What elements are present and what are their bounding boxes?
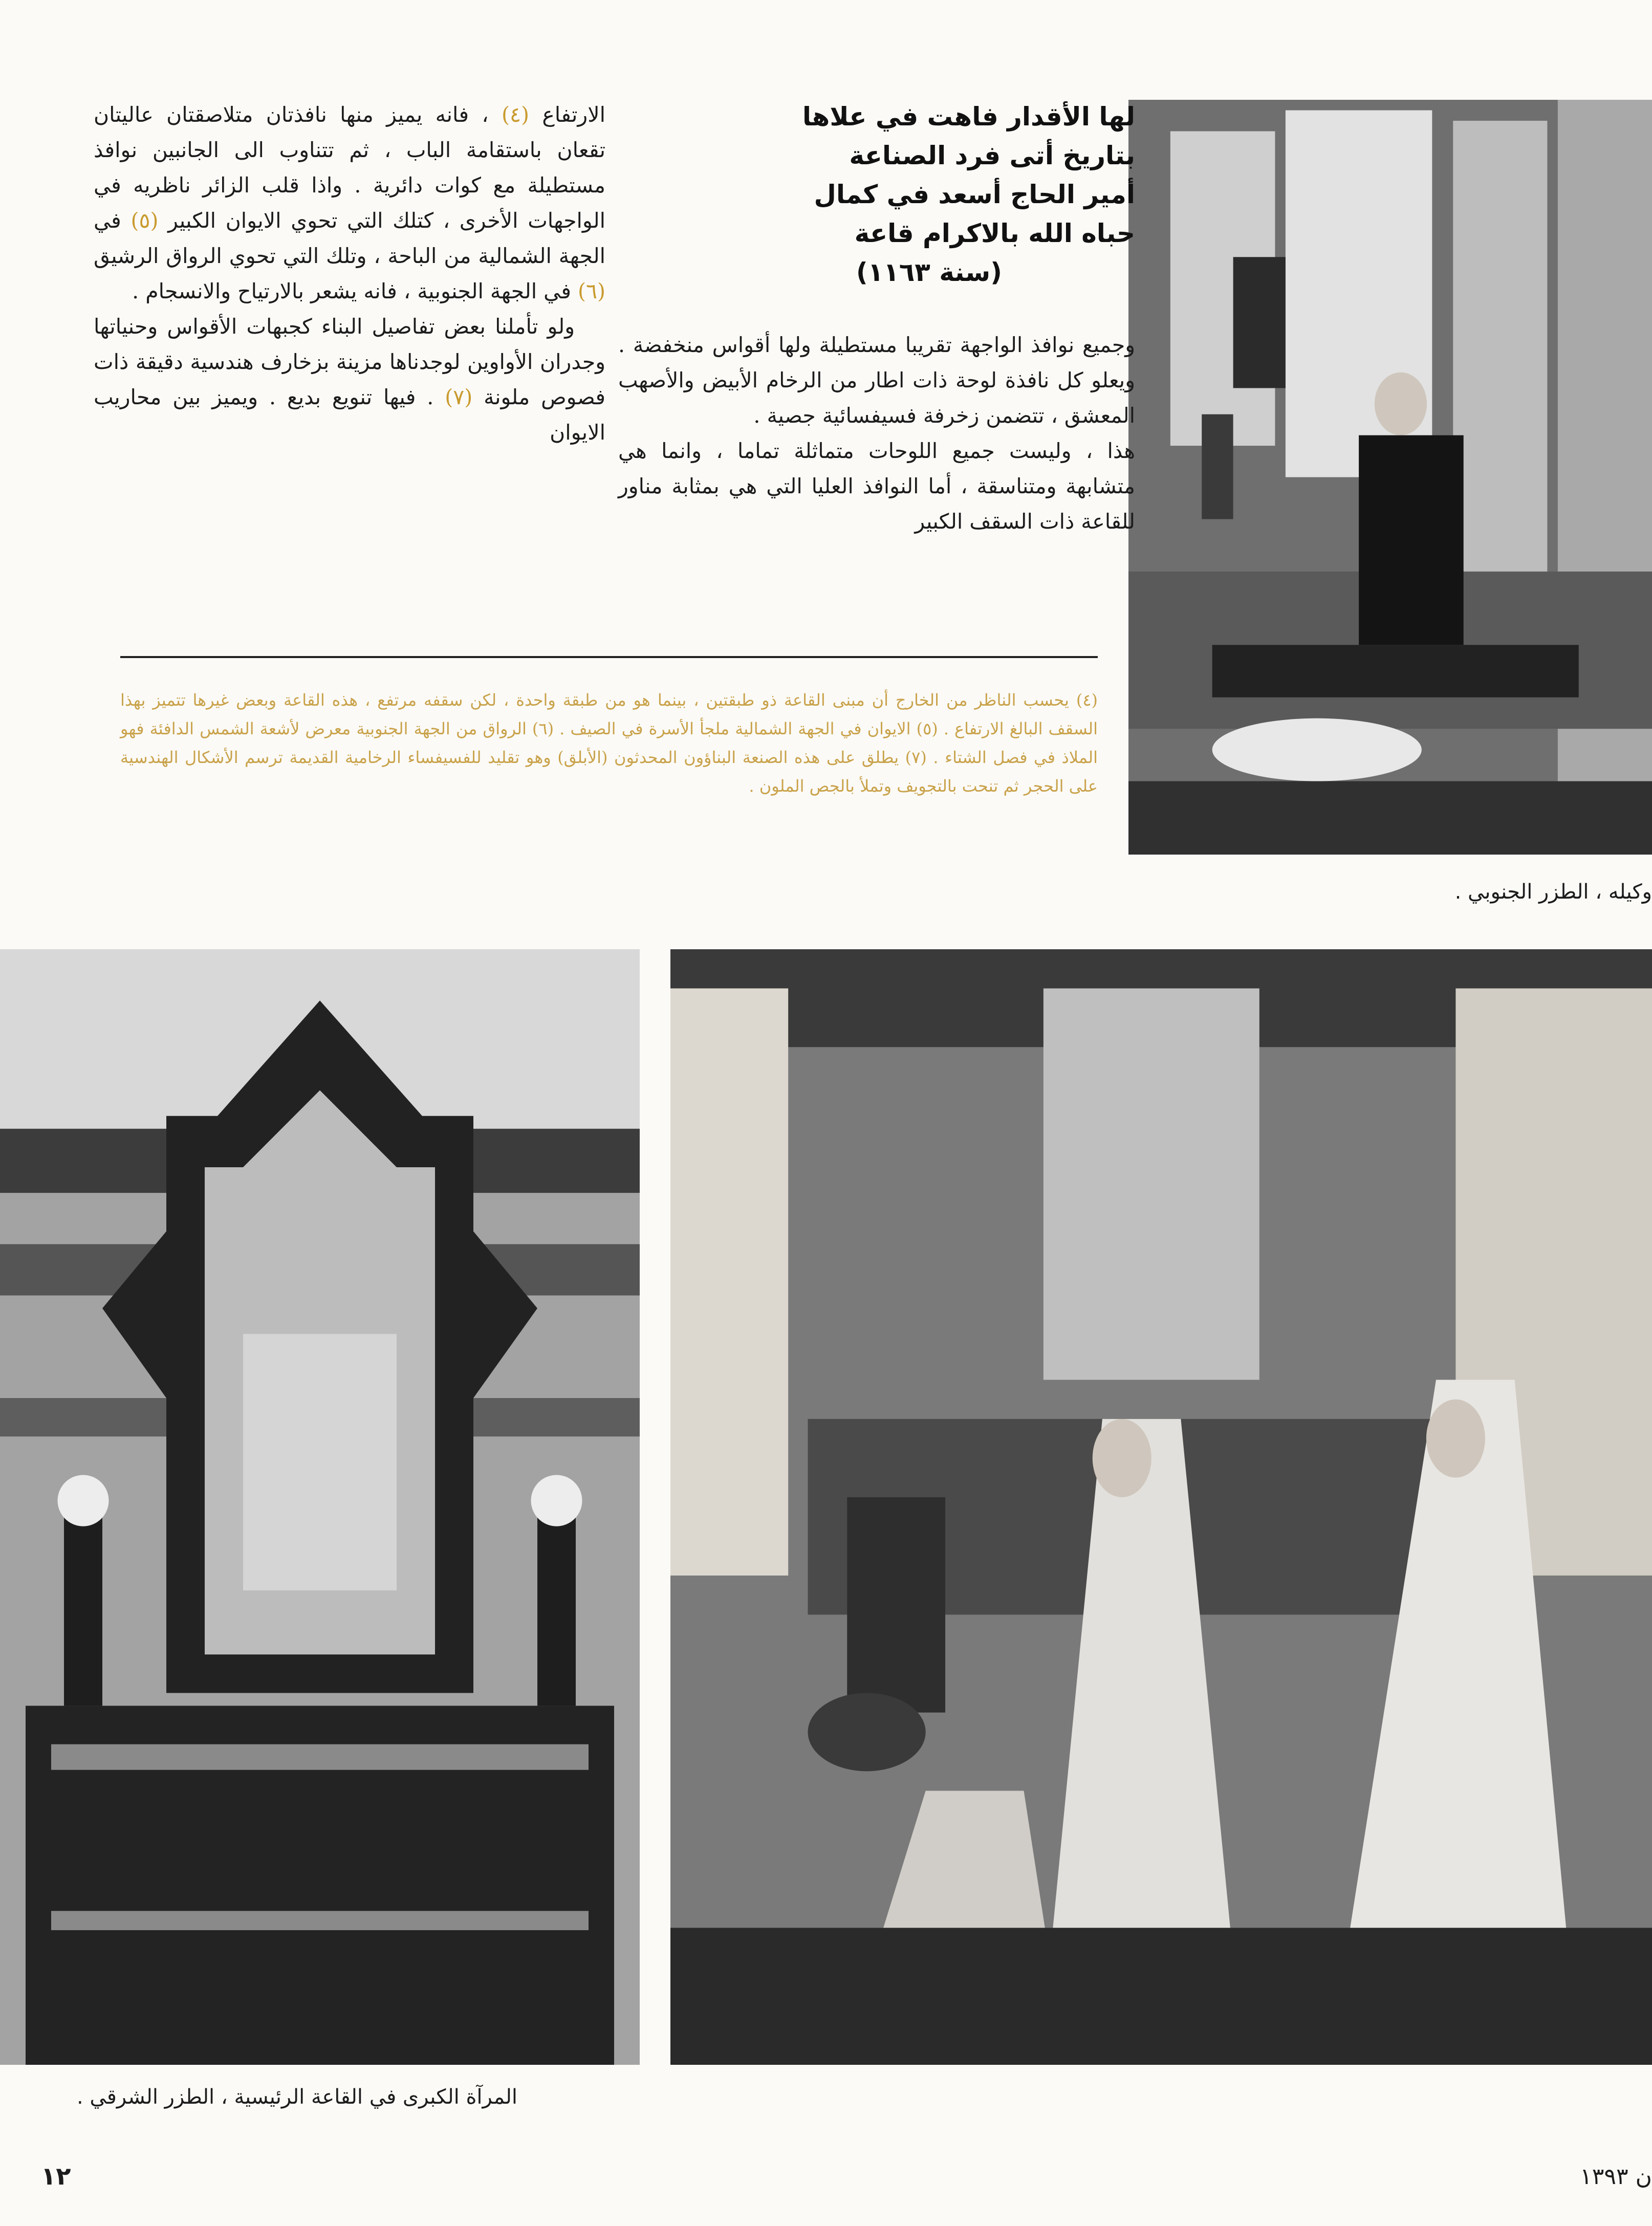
top-photo-caption: وكيله ، الطزر الجنوبي . <box>1454 880 1652 904</box>
headline-line-2: بتاريخ أتى فرد الصناعة <box>849 141 1135 170</box>
footnote-ref: (٥) <box>131 208 159 233</box>
paragraph: وجميع نوافذ الواجهة تقريبا مستطيلة ولها أقواس منخفضة . ويعلو كل نافذة لوحة ذات اطار من الرخام الأبيض والأصهب المعشق ، تتضمن زخرفة فسيفسائية جصية . <box>618 333 1135 428</box>
article-headline <box>618 97 1135 292</box>
photo-great-mirror <box>0 949 640 2065</box>
headline-line-4: حباه الله بالاكرام قاعة <box>854 219 1135 248</box>
left-column-text <box>94 97 605 450</box>
paragraph: الارتفاع (٤) ، فانه يميز منها نافذتان متلاصقتان عاليتان تقعان باستقامة الباب ، ثم تتناوب الى الجانبين نوافذ مستطيلة مع كوات دائرية . واذا قلب الزائر ناظريه في الواجهات الأخرى ، كتلك التي تحوي الايوان الكبير (٥) في الجهة الشمالية من الباحة ، وتلك التي تحوي الرواق الرشيق (٦) في الجهة الجنوبية ، فانه يشعر بالارتياح والانسجام . <box>94 102 606 303</box>
footnote-ref: (٧) <box>445 385 473 409</box>
photo-women-mannequins <box>670 949 1652 2065</box>
issue-marker: ن ١٣٩٣ <box>1580 2164 1652 2190</box>
footnote-divider <box>120 656 1098 658</box>
right-column-text <box>618 328 1135 539</box>
paragraph: ولو تأملنا بعض تفاصيل البناء كجبهات الأقواس وحنياتها وجدران الأواوين لوجدناها مزينة بزخارف هندسية دقيقة ذات فصوص ملونة (٧) . فيها تنويع بديع . ويميز بين محاريب الايوان <box>94 314 606 445</box>
footnotes: (٤) يحسب الناظر من الخارج أن مبنى القاعة ذو طبقتين ، بينما هو من طبقة واحدة ، لكن سقفه مرتفع ، هذه القاعة وبعض غيرها تتميز بهذا السقف البالغ الارتفاع . (٥) الايوان في الجهة الشمالية ملجأ الأسرة في الصيف . (٦) الرواق من الجهة الجنوبية معرض لأشعة الشمس الدافئة فهو الملاذ في فصل الشتاء . (٧) يطلق على هذه الصنعة البناؤون المحدثون (الأبلق) وهو تقليد للفسيفساء الرخامية القديمة ترسم الأشكال الهندسية على الحجر ثم تنحت بالتجويف وتملأ بالجص الملون . <box>120 690 1098 796</box>
paragraph: هذا ، وليست جميع اللوحات متماثلة تماما ، وانما هي متشابهة ومتناسقة ، أما النوافذ العليا التي هي بمثابة مناور للقاعة ذات السقف الكبير <box>618 439 1135 534</box>
page-number: ١٢ <box>41 2162 71 2191</box>
mirror-photo-caption: المرآة الكبرى في القاعة الرئيسية ، الطزر الشرقي . <box>77 2085 518 2109</box>
headline-line-3: أمير الحاج أسعد في كمال <box>814 180 1135 209</box>
footnote-ref: (٤) <box>501 102 529 127</box>
footnote-ref: (٦) <box>577 279 605 303</box>
headline-line-1: لها الأقدار فاهت في علاها <box>802 102 1135 132</box>
headline-date: (سنة ١١٦٣) <box>856 257 1002 287</box>
photo-south-side-seated-man <box>1128 100 1652 855</box>
